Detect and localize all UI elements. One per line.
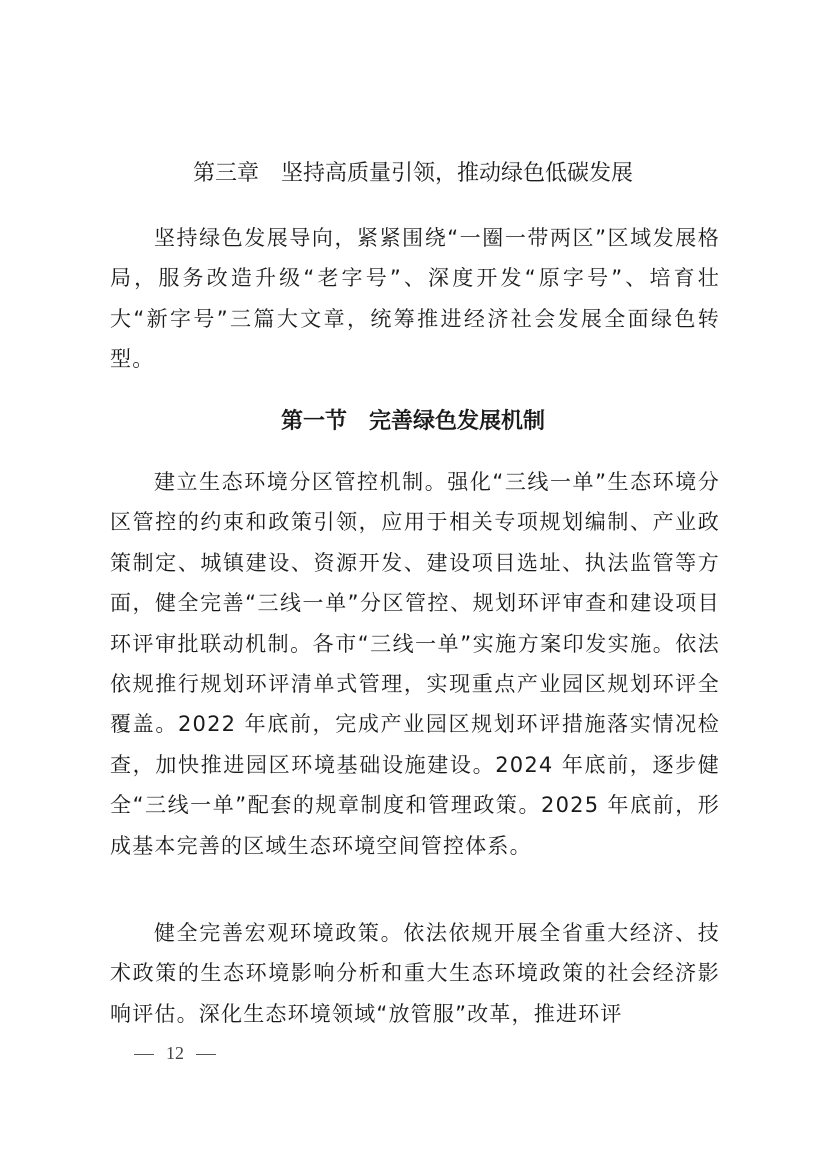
footer-dash-left [134, 1054, 154, 1055]
footer-dash-right [196, 1054, 216, 1055]
body-paragraph: 建立生态环境分区管控机制。强化“三线一单”生态环境分区管控的约束和政策引领，应用于相关专项规划编制、产业政策制定、城镇建设、资源开发、建设项目选址、执法监管等方面，健全完善“三线一单”分区管控、规划环评审查和建设项目环评审批联动机制。各市“三线一单”实施方案印发实施。依法依规推行规划环评清单式管理，实现重点产业园区规划环评全覆盖。2022 年底前，完成产业园区规划环评措施落实情况检查，加快推进园区环境基础设施建设。2024 年底前，逐步健全“三线一单”配套的规章制度和管理政策。2025 年底前，形成基本完善的区域生态环境空间管控体系。 [110, 470, 720, 858]
intro-paragraph: 坚持绿色发展导向，紧紧围绕“一圈一带两区”区域发展格局，服务改造升级“老字号”、深度开发“原字号”、培育壮大“新字号”三篇大文章，统筹推进经济社会发展全面绿色转型。 [110, 226, 720, 372]
page-footer [122, 1043, 228, 1064]
page-number: 12 [166, 1043, 184, 1063]
section-title: 第一节 完善绿色发展机制 [280, 409, 545, 434]
chapter-title: 第三章 坚持高质量引领，推动绿色低碳发展 [192, 161, 633, 186]
body-paragraph: 健全完善宏观环境政策。依法依规开展全省重大经济、技术政策的生态环境影响分析和重大生态环境政策的社会经济影响评估。深化生态环境领域“放管服”改革，推进环评 [110, 921, 720, 1026]
